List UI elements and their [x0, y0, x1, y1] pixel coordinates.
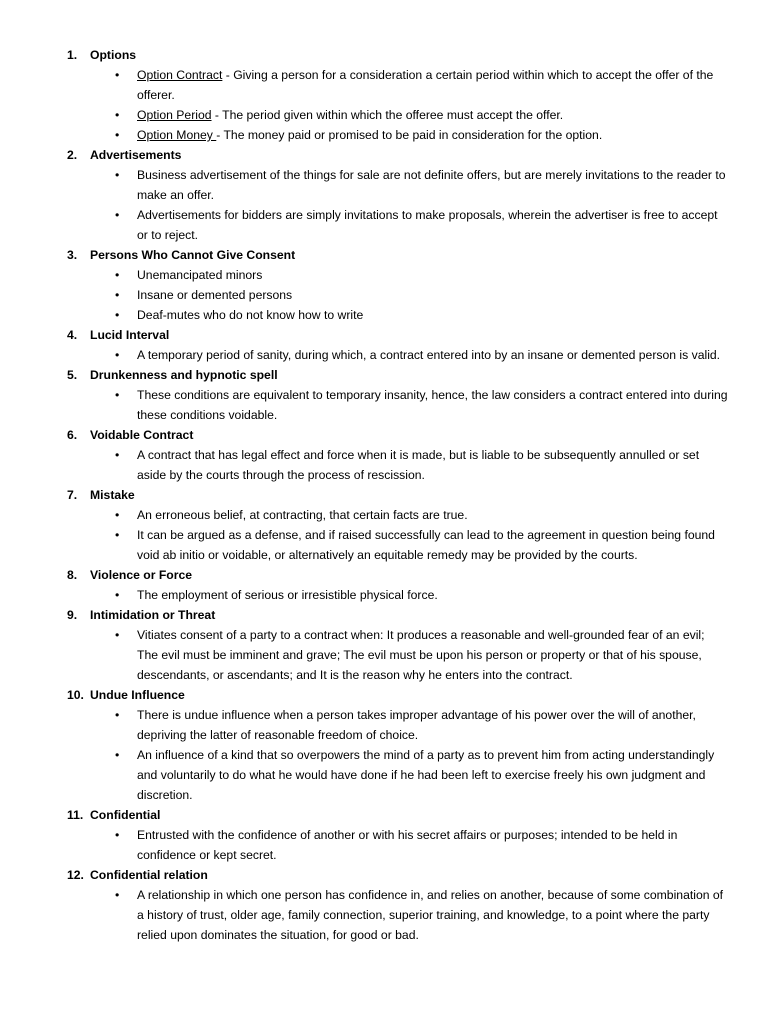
entry-heading-row	[0, 325, 728, 345]
bullet-text: - Giving a person for a consideration a certain period within which to accept the offer of the offerer.	[137, 68, 714, 102]
list-item	[0, 585, 728, 605]
list-item	[0, 445, 728, 485]
bullet-icon: •	[115, 828, 120, 842]
entry-heading: Voidable Contract	[90, 428, 194, 442]
bullet-text: - The money paid or promised to be paid in consideration for the option.	[216, 128, 603, 142]
bullet-text: Entrusted with the confidence of another or with his secret affairs or purposes; intended to be held in confidence or kept secret.	[137, 828, 678, 862]
bullet-text: It can be argued as a defense, and if raised successfully can lead to the agreement in question being found void ab initio or voidable, or alternatively an equitable remedy may be provided by the courts.	[137, 528, 715, 562]
bullet-icon: •	[115, 288, 120, 302]
bullet-text: The employment of serious or irresistible physical force.	[137, 588, 438, 602]
entry-violence-or-force	[0, 565, 728, 605]
entry-heading: Options	[90, 48, 137, 62]
entry-confidential-relation	[0, 865, 728, 945]
bullet-icon: •	[115, 68, 120, 82]
bullet-text: Business advertisement of the things for sale are not definite offers, but are merely invitations to the reader to make an offer.	[137, 168, 726, 202]
entry-number: 1.	[67, 48, 78, 62]
entry-intimidation-or-threat	[0, 605, 728, 685]
list-item	[0, 65, 728, 105]
list-item	[0, 885, 728, 945]
defined-term: Option Contract	[137, 68, 223, 82]
bullet-text: - The period given within which the offeree must accept the offer.	[211, 108, 564, 122]
entry-heading: Intimidation or Threat	[90, 608, 216, 622]
bullet-text: These conditions are equivalent to temporary insanity, hence, the law considers a contract entered into during these conditions voidable.	[137, 388, 728, 422]
bullet-icon: •	[115, 528, 120, 542]
entry-number: 9.	[67, 608, 78, 622]
entry-heading: Confidential relation	[90, 868, 208, 882]
bullet-text: Insane or demented persons	[137, 288, 293, 302]
entry-heading: Mistake	[90, 488, 135, 502]
entry-heading-row	[0, 805, 728, 825]
list-item	[0, 705, 728, 745]
entry-drunkenness-and-hypnotic-spell	[0, 365, 728, 425]
bullet-text: An influence of a kind that so overpowers the mind of a party as to prevent him from acting understandingly and voluntarily to do what he would have done if he had been left to exercise freely his own judgment and discretion.	[137, 748, 715, 802]
list-item	[0, 205, 728, 245]
entry-heading-row	[0, 245, 728, 265]
bullet-icon: •	[115, 388, 120, 402]
bullet-icon: •	[115, 308, 120, 322]
bullet-text: A relationship in which one person has confidence in, and relies on another, because of some combination of a history of trust, older age, family connection, superior training, and knowledge, to a point where the party relied upon dominates the situation, for good or bad.	[137, 888, 724, 942]
entry-heading: Undue Influence	[90, 688, 185, 702]
entry-number: 12.	[67, 868, 84, 882]
bullet-text: Unemancipated minors	[137, 268, 263, 282]
list-item	[0, 525, 728, 565]
bullet-icon: •	[115, 268, 120, 282]
bullet-icon: •	[115, 108, 120, 122]
list-item	[0, 745, 728, 805]
list-item	[0, 625, 728, 685]
bullet-text: Advertisements for bidders are simply invitations to make proposals, wherein the advertiser is free to accept or to reject.	[137, 208, 718, 242]
entry-heading: Violence or Force	[90, 568, 193, 582]
bullet-text: An erroneous belief, at contracting, that certain facts are true.	[137, 508, 468, 522]
entry-number: 7.	[67, 488, 78, 502]
list-item	[0, 385, 728, 425]
bullet-text: Vitiates consent of a party to a contract when: It produces a reasonable and well-grounded fear of an evil; The evil must be imminent and grave; The evil must be upon his person or property or that of his spouse, descendants, or ascendants; and It is the reason why he enters into the contract.	[137, 628, 705, 682]
list-item	[0, 345, 728, 365]
bullet-icon: •	[115, 128, 120, 142]
entry-options	[0, 45, 728, 145]
entry-number: 11.	[67, 808, 84, 822]
entry-heading-row	[0, 565, 728, 585]
list-item	[0, 505, 728, 525]
entry-number: 2.	[67, 148, 78, 162]
list-item	[0, 305, 728, 325]
entry-heading-row	[0, 485, 728, 505]
entry-number: 6.	[67, 428, 78, 442]
bullet-text: A contract that has legal effect and force when it is made, but is liable to be subsequently annulled or set aside by the courts through the process of rescission.	[137, 448, 700, 482]
entry-persons-who-cannot-give-consent	[0, 245, 728, 325]
bullet-text: There is undue influence when a person takes improper advantage of his power over the will of another, depriving the latter of reasonable freedom of choice.	[137, 708, 696, 742]
bullet-icon: •	[115, 168, 120, 182]
bullet-icon: •	[115, 448, 120, 462]
entry-advertisements	[0, 145, 728, 245]
bullet-icon: •	[115, 508, 120, 522]
list-item	[0, 165, 728, 205]
entry-heading-row	[0, 605, 728, 625]
entry-lucid-interval	[0, 325, 728, 365]
bullet-icon: •	[115, 708, 120, 722]
entry-number: 4.	[67, 328, 78, 342]
entry-heading-row	[0, 365, 728, 385]
list-item	[0, 265, 728, 285]
entry-heading: Persons Who Cannot Give Consent	[90, 248, 296, 262]
entry-confidential	[0, 805, 728, 865]
bullet-icon: •	[115, 748, 120, 762]
entry-number: 10.	[67, 688, 84, 702]
entry-voidable-contract	[0, 425, 728, 485]
bullet-icon: •	[115, 588, 120, 602]
entry-heading: Drunkenness and hypnotic spell	[90, 368, 278, 382]
list-item	[0, 105, 728, 125]
bullet-icon: •	[115, 208, 120, 222]
bullet-icon: •	[115, 888, 120, 902]
entry-heading: Advertisements	[90, 148, 182, 162]
entry-heading-row	[0, 425, 728, 445]
bullet-text: Deaf-mutes who do not know how to write	[137, 308, 364, 322]
entry-heading: Lucid Interval	[90, 328, 170, 342]
entry-heading-row	[0, 145, 728, 165]
bullet-icon: •	[115, 628, 120, 642]
entry-number: 3.	[67, 248, 78, 262]
defined-term: Option Money	[137, 128, 217, 142]
bullet-text: A temporary period of sanity, during which, a contract entered into by an insane or demented person is valid.	[137, 348, 721, 362]
entry-number: 8.	[67, 568, 78, 582]
list-item	[0, 125, 728, 145]
entry-heading-row	[0, 865, 728, 885]
defined-term: Option Period	[137, 108, 212, 122]
entry-heading-row	[0, 45, 728, 65]
list-item	[0, 285, 728, 305]
entry-mistake	[0, 485, 728, 565]
entry-number: 5.	[67, 368, 78, 382]
bullet-icon: •	[115, 348, 120, 362]
entry-heading-row	[0, 685, 728, 705]
entry-heading: Confidential	[90, 808, 161, 822]
entry-undue-influence	[0, 685, 728, 805]
list-item	[0, 825, 728, 865]
